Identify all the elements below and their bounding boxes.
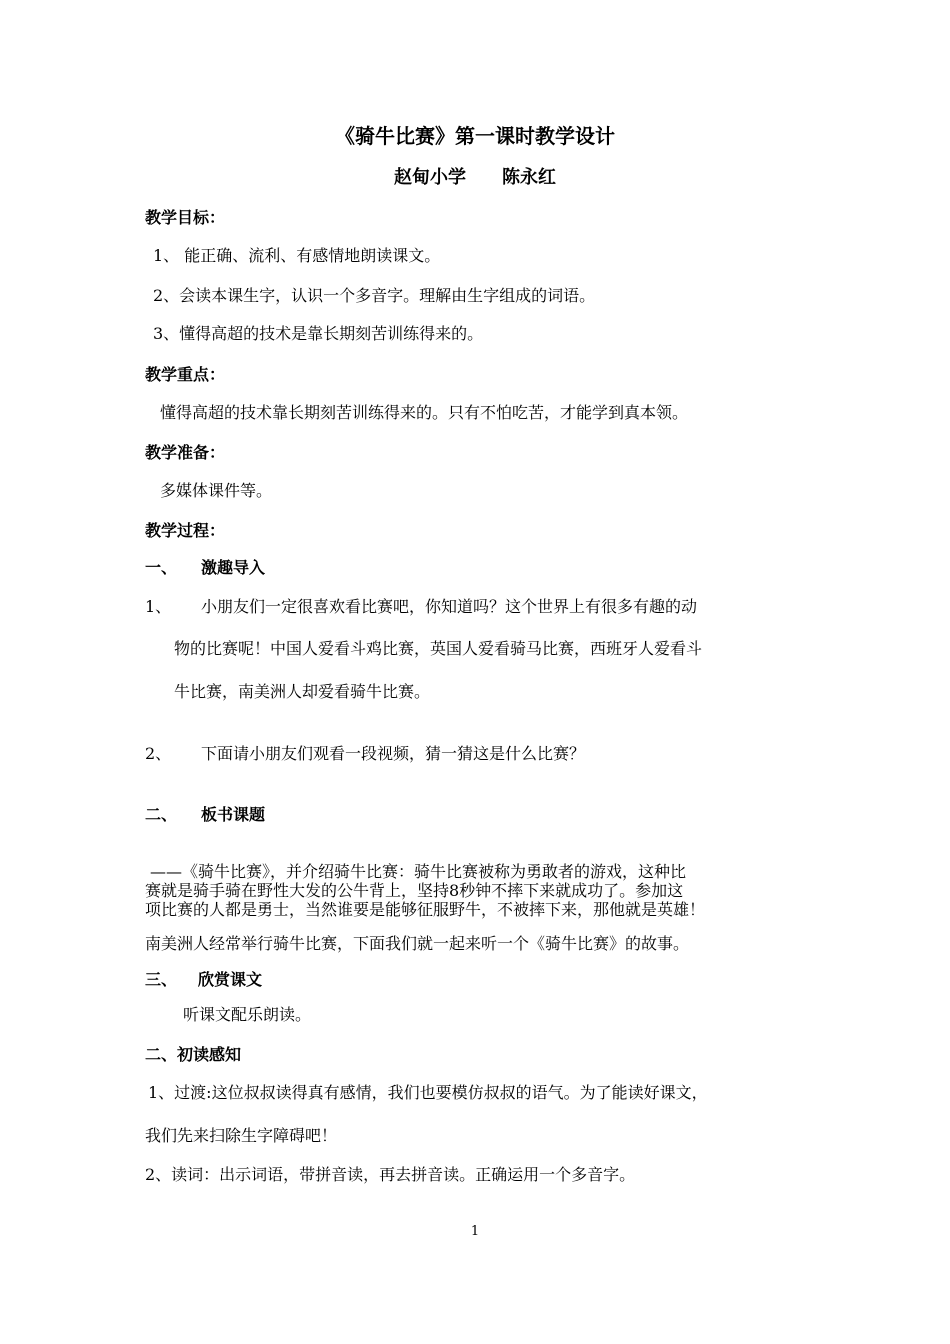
- part1-title: 激趣导入: [201, 558, 266, 577]
- preparation-heading: 教学准备：: [145, 443, 226, 462]
- part2-line: ——《骑牛比赛》，并介绍骑牛比赛：骑牛比赛被称为勇敢者的游戏，这种比: [150, 862, 687, 881]
- page-number: 1: [470, 1224, 480, 1239]
- goals-heading: 教学目标：: [145, 208, 226, 227]
- goal-item: 2、会读本课生字，认识一个多音字。理解由生字组成的词语。: [153, 286, 596, 305]
- part3-number: 三、: [145, 970, 178, 989]
- part1-item1-line: 小朋友们一定很喜欢看比赛吧，你知道吗？这个世界上有很多有趣的动: [201, 597, 698, 616]
- process-heading: 教学过程：: [145, 521, 226, 540]
- part4-heading: 二、初读感知: [145, 1045, 242, 1064]
- part2-line: 项比赛的人都是勇士，当然谁要是能够征服野牛，不被摔下来，那他就是英雄！: [145, 900, 706, 919]
- key-point-text: 懂得高超的技术靠长期刻苦训练得来的。只有不怕吃苦，才能学到真本领。: [160, 403, 689, 422]
- key-point-heading: 教学重点：: [145, 365, 226, 384]
- school-name: 赵甸小学: [394, 167, 466, 188]
- part1-number: 一、: [145, 558, 178, 577]
- part1-item2-number: 2、: [145, 744, 172, 763]
- preparation-text: 多媒体课件等。: [160, 481, 273, 500]
- document-title: 《骑牛比赛》第一课时教学设计: [335, 124, 615, 148]
- part4-item1-line: 1、过渡:这位叔叔读得真有感情，我们也要模仿叔叔的语气。为了能读好课文，: [148, 1083, 708, 1102]
- author-line: [0, 166, 950, 190]
- teacher-name: 陈永红: [502, 167, 556, 188]
- part1-item1-number: 1、: [145, 597, 172, 616]
- part3-title: 欣赏课文: [198, 970, 263, 989]
- part2-line: 赛就是骑手骑在野性大发的公牛背上，坚持8秒钟不摔下来就成功了。参加这: [145, 881, 684, 900]
- part1-item1-line: 物的比赛呢！中国人爱看斗鸡比赛，英国人爱看骑马比赛，西班牙人爱看斗: [174, 639, 703, 658]
- part2-line: 南美洲人经常举行骑牛比赛，下面我们就一起来听一个《骑牛比赛》的故事。: [145, 934, 690, 953]
- goal-item: 1、 能正确、流利、有感情地朗读课文。: [153, 246, 441, 265]
- part2-number: 二、: [145, 805, 178, 824]
- part1-item1-line: 牛比赛，南美洲人却爱看骑牛比赛。: [174, 682, 431, 701]
- part2-title: 板书课题: [201, 805, 266, 824]
- goal-item: 3、懂得高超的技术是靠长期刻苦训练得来的。: [153, 324, 484, 343]
- part1-item2-text: 下面请小朋友们观看一段视频，猜一猜这是什么比赛？: [201, 744, 586, 763]
- part3-text: 听课文配乐朗读。: [183, 1005, 312, 1024]
- part4-item2: 2、读词：出示词语，带拼音读，再去拼音读。正确运用一个多音字。: [145, 1165, 636, 1184]
- part4-item1-line: 我们先来扫除生字障碍吧！: [145, 1126, 338, 1145]
